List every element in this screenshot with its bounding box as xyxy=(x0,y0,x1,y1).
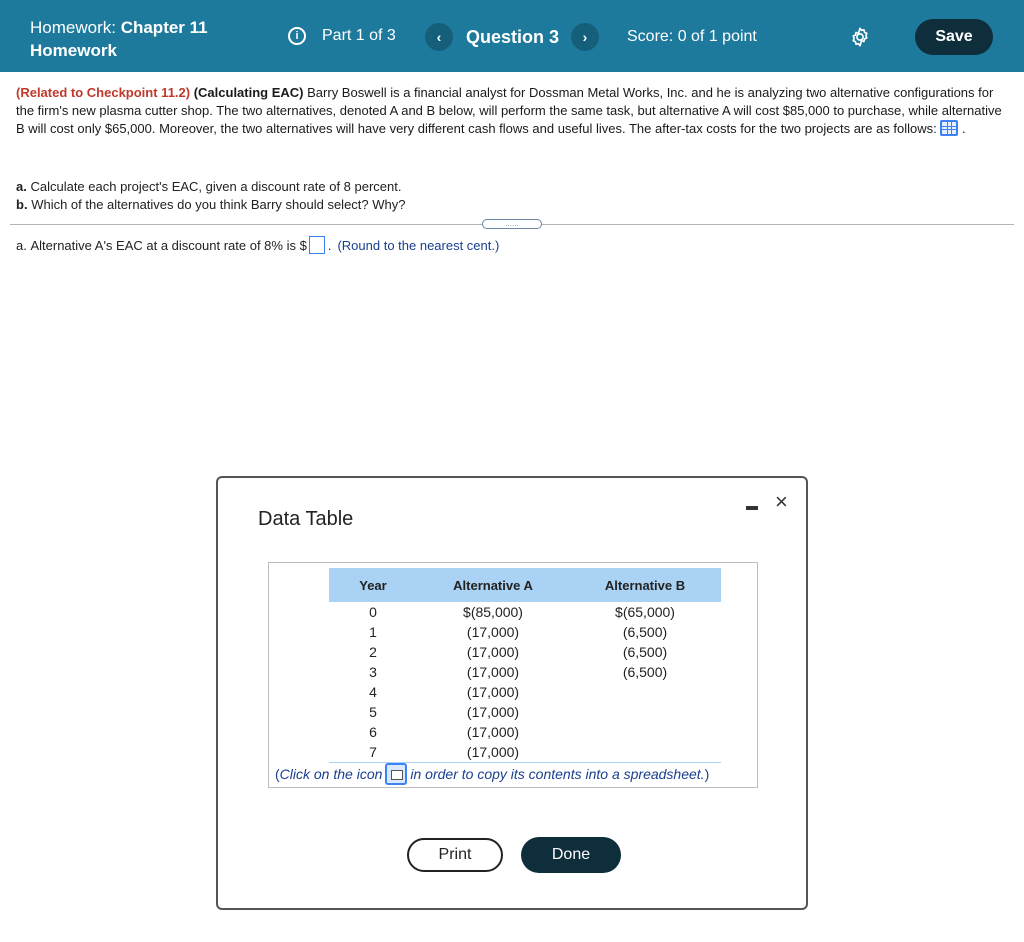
data-table-icon[interactable] xyxy=(940,120,958,136)
table-row xyxy=(329,722,721,742)
year-cell: 4 xyxy=(369,684,377,700)
table-header-row xyxy=(329,568,721,602)
rounding-hint: (Round to the nearest cent.) xyxy=(337,237,500,253)
table-row xyxy=(329,622,721,642)
year-cell: 3 xyxy=(369,664,377,680)
alternative-a-cell: (17,000) xyxy=(466,624,520,640)
title-prefix: Homework: xyxy=(30,18,121,37)
year-cell: 0 xyxy=(369,604,377,620)
part-b-text: Which of the alternatives do you think Barry should select? Why? xyxy=(31,197,406,212)
info-icon[interactable]: i xyxy=(288,27,306,45)
year-cell: 2 xyxy=(369,644,377,660)
question-trail: . xyxy=(962,121,966,136)
minimize-icon[interactable] xyxy=(746,506,758,510)
year-cell: 7 xyxy=(369,744,377,760)
answer-prompt: Alternative A's EAC at a discount rate of 8% is $ xyxy=(30,237,307,253)
table-row xyxy=(329,602,721,622)
part-indicator[interactable] xyxy=(288,27,396,45)
copy-text-after: in order to copy its contents into a spreadsheet. xyxy=(410,766,705,782)
next-question-button[interactable] xyxy=(571,23,599,51)
copy-open-paren: ( xyxy=(275,766,280,782)
alternative-a-cell: (17,000) xyxy=(466,684,520,700)
question-label: Question 3 xyxy=(466,27,560,47)
top-bar xyxy=(0,0,1024,72)
copy-instruction xyxy=(275,763,709,785)
column-header-alternative-b: Alternative B xyxy=(569,568,721,602)
title-chapter: Chapter 11 xyxy=(120,18,208,37)
dialog-title: Data Table xyxy=(258,508,354,530)
eac-answer-input[interactable] xyxy=(309,236,325,254)
table-row xyxy=(329,682,721,702)
alternative-a-cell: (17,000) xyxy=(466,644,520,660)
alternative-a-cell: $(85,000) xyxy=(463,604,523,620)
question-text xyxy=(16,84,1011,138)
alternative-a-cell: (17,000) xyxy=(466,724,520,740)
alternative-b-cell: (6,500) xyxy=(622,624,668,640)
gear-icon[interactable] xyxy=(849,26,871,48)
previous-question-button[interactable] xyxy=(425,23,453,51)
part-a-label: a. xyxy=(16,179,27,194)
alternative-a-cell: (17,000) xyxy=(466,744,520,760)
copy-to-spreadsheet-icon[interactable] xyxy=(385,763,407,785)
alternative-b-cell: (6,500) xyxy=(622,664,668,680)
table-row xyxy=(329,742,721,762)
year-cell: 5 xyxy=(369,704,377,720)
data-table xyxy=(329,568,721,762)
copy-text-before: Click on the icon xyxy=(279,766,383,782)
data-table-dialog xyxy=(216,476,808,910)
table-row xyxy=(329,702,721,722)
part-a-line xyxy=(16,178,405,196)
close-icon[interactable]: × xyxy=(775,489,788,514)
year-cell: 1 xyxy=(369,624,377,640)
table-row xyxy=(329,662,721,682)
alternative-b-cell: (6,500) xyxy=(622,644,668,660)
column-header-year: Year xyxy=(329,568,417,602)
table-row xyxy=(329,642,721,662)
column-header-alternative-a: Alternative A xyxy=(417,568,569,602)
print-button[interactable]: Print xyxy=(407,838,503,872)
data-table-frame xyxy=(268,562,758,788)
answer-line xyxy=(16,236,499,254)
copy-close-paren: ) xyxy=(704,766,710,782)
answer-after: . xyxy=(327,237,332,253)
alternative-b-cell xyxy=(569,722,721,742)
part-b-label: b. xyxy=(16,197,28,212)
done-button[interactable]: Done xyxy=(521,837,621,873)
score-label: Score: 0 of 1 point xyxy=(627,28,757,45)
alternative-b-cell xyxy=(569,702,721,722)
alternative-b-cell: $(65,000) xyxy=(615,604,675,620)
question-body: Barry Boswell is a financial analyst for Dossman Metal Works, Inc. and he is analyzing two alternative configurations for the firm's new plasma cutter shop. The two alternatives, denoted A and B below, will perform the same task, but alternative A will cost $85,000 to purchase, while alternative B will cost only $65,000. Moreover, the two alternatives will have very different cash flows and useful lives. The after-tax costs for the two projects are as follows: xyxy=(16,85,1002,136)
year-cell: 6 xyxy=(369,724,377,740)
homework-title xyxy=(30,16,208,62)
title-line2: Homework xyxy=(30,41,117,60)
question-topic: (Calculating EAC) xyxy=(193,85,304,100)
related-checkpoint-link[interactable]: (Related to Checkpoint 11.2) xyxy=(16,85,191,100)
part-label: Part 1 of 3 xyxy=(322,27,396,44)
chevron-right-icon: › xyxy=(582,29,588,45)
alternative-a-cell: (17,000) xyxy=(466,664,520,680)
alternative-b-cell xyxy=(569,682,721,702)
question-parts xyxy=(16,178,405,214)
part-b-line xyxy=(16,196,405,214)
alternative-b-cell xyxy=(569,742,721,762)
expand-collapse-handle[interactable]: ...... xyxy=(482,219,542,229)
alternative-a-cell: (17,000) xyxy=(466,704,520,720)
answer-part-label: a. xyxy=(16,237,27,253)
part-a-text: Calculate each project's EAC, given a discount rate of 8 percent. xyxy=(30,179,402,194)
chevron-left-icon: ‹ xyxy=(436,29,442,45)
save-button[interactable]: Save xyxy=(915,19,993,55)
